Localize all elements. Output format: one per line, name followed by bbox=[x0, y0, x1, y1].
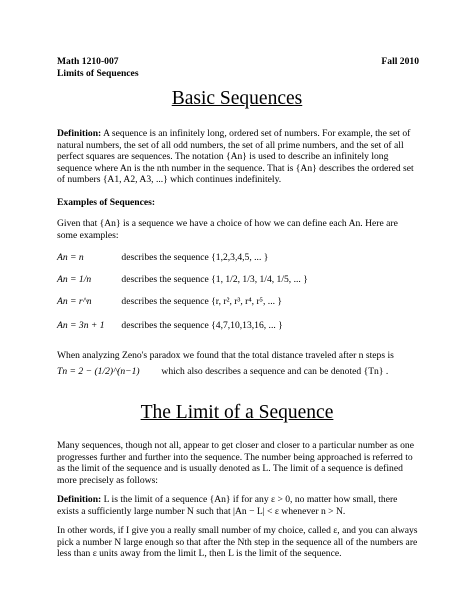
examples-heading: Examples of Sequences: bbox=[57, 197, 156, 208]
limit-definition-label: Definition: bbox=[57, 494, 102, 505]
course-header bbox=[57, 56, 419, 79]
example-row bbox=[57, 296, 282, 308]
explanation-paragraph: In other words, if I give you a really small number of my choice, called ε, and you can always pick a number N large enough so that after the Nth step in the sequence all of the numbers are less than ε units away from the limit L, then L is the limit of the sequence. bbox=[57, 525, 418, 560]
example-formula: An = 1/n bbox=[57, 274, 92, 285]
section-title-limit-of-sequence: The Limit of a Sequence bbox=[140, 402, 334, 423]
topic-heading: Limits of Sequences bbox=[57, 67, 139, 79]
example-row bbox=[57, 320, 283, 332]
zeno-row bbox=[57, 366, 388, 378]
course-number: Math 1210-007 bbox=[57, 56, 119, 67]
definition-text: A sequence is an infinitely long, ordered set of numbers. For example, the set of natural numbers, the set of all odd numbers, the set of all prime numbers, and the set of all perfect squares are sequences. The notation {An} is used to describe an infinitely long sequence where An is the nth number in the sequence. That is {An} describes the ordered set of numbers {A1, A2, A3, ...} which continues indefinitely. bbox=[57, 128, 414, 186]
example-row bbox=[57, 274, 308, 286]
example-description: describes the sequence {1,2,3,4,5, ... } bbox=[121, 252, 269, 263]
definition-paragraph bbox=[57, 128, 419, 186]
example-description: describes the sequence {r, r², r³, r⁴, r⁵, ... } bbox=[121, 296, 282, 307]
zeno-formula: Tn = 2 − (1/2)^(n−1) bbox=[57, 366, 140, 377]
example-formula: An = n bbox=[57, 252, 84, 263]
examples-intro: Given that {An} is a sequence we have a choice of how we can define each An. Here are some examples: bbox=[57, 218, 398, 241]
example-formula: An = r^n bbox=[57, 296, 92, 307]
example-description: describes the sequence {1, 1/2, 1/3, 1/4, 1/5, ... } bbox=[121, 274, 308, 285]
example-description: describes the sequence {4,7,10,13,16, ... } bbox=[121, 320, 283, 331]
limit-definition-text: L is the limit of a sequence {An} if for any ε > 0, no matter how small, there exists a sufficiently large number N such that |An − L| < ε whenever n > N. bbox=[57, 494, 398, 517]
limit-intro-paragraph: Many sequences, though not all, appear to get closer and closer to a particular number as one progresses further and further into the sequence. The number being approached is referred to as the limit of the sequence and is usually denoted as L. The limit of a sequence is defined more precisely as follows: bbox=[57, 440, 414, 486]
example-formula: An = 3n + 1 bbox=[57, 320, 105, 331]
zeno-text: When analyzing Zeno's paradox we found that the total distance traveled after n steps is bbox=[57, 350, 394, 361]
limit-definition-paragraph bbox=[57, 494, 419, 517]
definition-label: Definition: bbox=[57, 128, 102, 139]
example-row bbox=[57, 252, 268, 264]
term-label: Fall 2010 bbox=[381, 56, 419, 67]
zeno-description: which also describes a sequence and can be denoted {Tn} . bbox=[161, 366, 389, 377]
section-title-basic-sequences: Basic Sequences bbox=[171, 88, 303, 109]
